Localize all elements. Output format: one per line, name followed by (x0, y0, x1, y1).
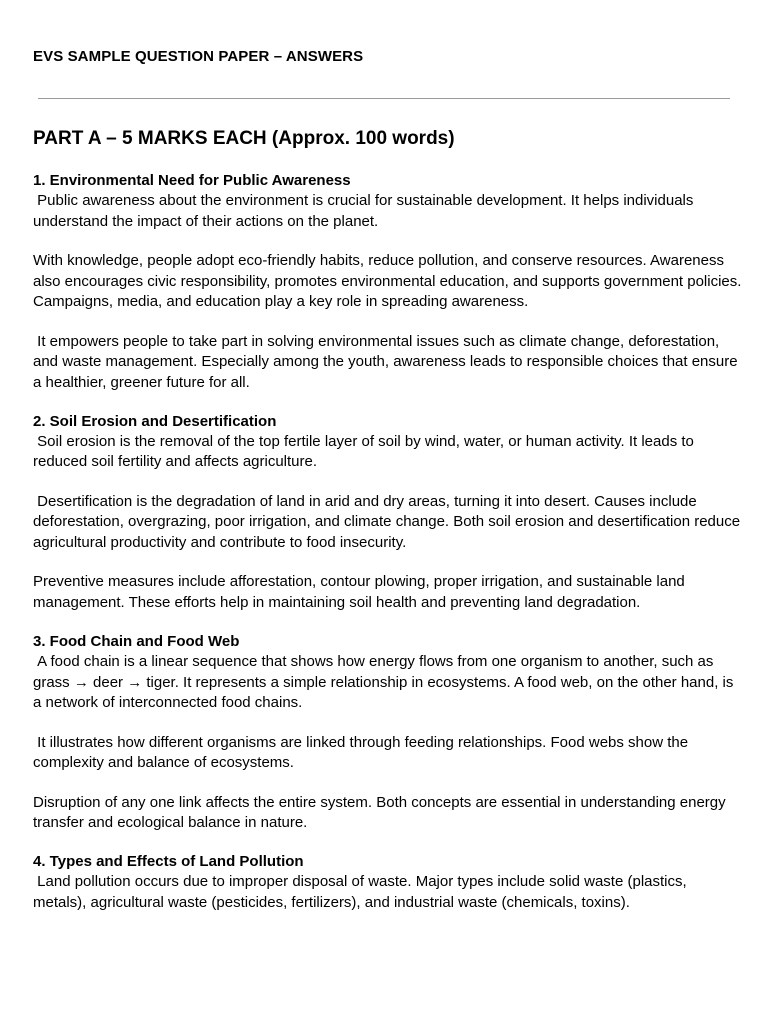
section-heading: 2. Soil Erosion and Desertification (33, 412, 277, 430)
answer-section-4 (33, 852, 743, 913)
document-body (33, 127, 746, 932)
paragraph: A food chain is a linear sequence that shows how energy flows from one organism to another, such as grass → deer → tiger. It represents a simple relationship in ecosystems. A food web, on the other hand, is a network of interconnected food chains. (33, 653, 738, 712)
answer-section-1 (33, 171, 746, 393)
paragraph: With knowledge, people adopt eco-friendly habits, reduce pollution, and conserve resources. Awareness also encourages civic responsibility, promotes environmental education, and supports government policies. Campaigns, media, and education play a key role in spreading awareness. (33, 251, 746, 311)
paragraph: It empowers people to take part in solving environmental issues such as climate change, deforestation, and waste management. Especially among the youth, awareness leads to responsible choices that ensure a healthier, greener future for all. (33, 332, 742, 391)
section-heading: 1. Environmental Need for Public Awareness (33, 172, 351, 189)
answer-section-3 (33, 632, 743, 834)
paragraph: Disruption of any one link affects the entire system. Both concepts are essential in understanding energy transfer and ecological balance in nature. (33, 793, 730, 832)
answer-section-2 (33, 412, 743, 614)
paragraph: Land pollution occurs due to improper disposal of waste. Major types include solid waste (plastics, metals), agricultural waste (pesticides, fertilizers), and industrial waste (chemicals, toxins). (33, 873, 691, 911)
paragraph: It illustrates how different organisms are linked through feeding relationships. Food webs show the complexity and balance of ecosystems. (33, 733, 693, 772)
paragraph: Public awareness about the environment is crucial for sustainable development. It helps individuals understand the impact of their actions on the planet. (33, 192, 698, 230)
document-title: EVS SAMPLE QUESTION PAPER – ANSWERS (33, 48, 364, 65)
section-heading: 4. Types and Effects of Land Pollution (33, 853, 304, 871)
paragraph: Soil erosion is the removal of the top fertile layer of soil by wind, water, or human activity. It leads to reduced soil fertility and affects agriculture. (33, 432, 699, 471)
title-divider (38, 98, 730, 99)
paragraph: Preventive measures include afforestation, contour plowing, proper irrigation, and sustainable land management. These efforts help in maintaining soil health and preventing land degradation. (33, 573, 689, 611)
part-heading: PART A – 5 MARKS EACH (Approx. 100 words) (33, 128, 455, 149)
paragraph: Desertification is the degradation of land in arid and dry areas, turning it into desert. Causes include deforestation, overgrazing, poor irrigation, and climate change. Both soil erosion and desertification reduce agricultural productivity and contribute to food insecurity. (33, 492, 745, 552)
section-heading: 3. Food Chain and Food Web (33, 633, 240, 651)
